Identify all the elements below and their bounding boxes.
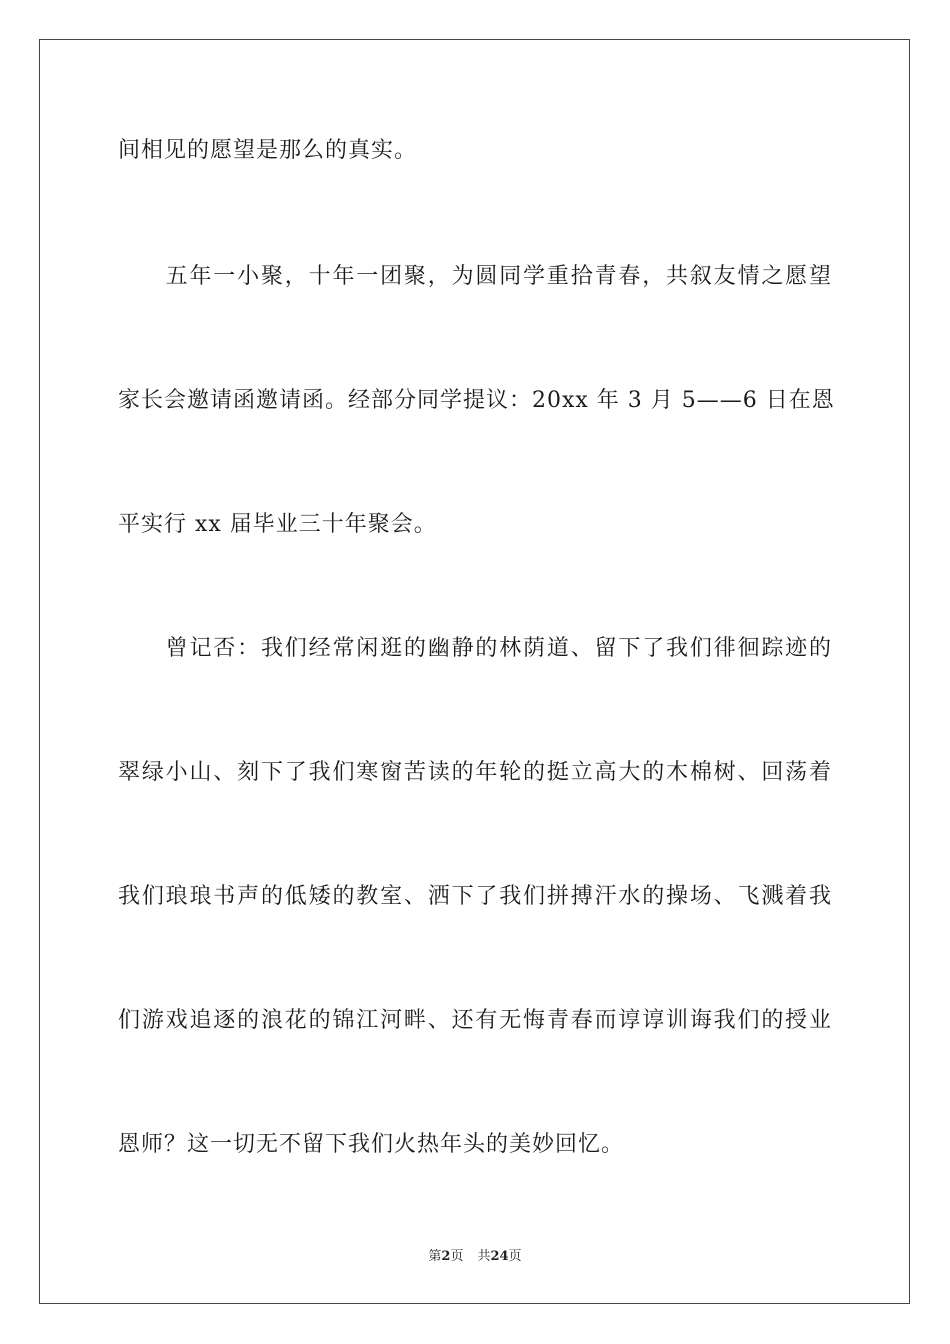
text-line-8: 们游戏追逐的浪花的锦江河畔、还有无悔青春而谆谆训诲我们的授业 xyxy=(118,1008,832,1033)
total-prefix: 共 xyxy=(477,1249,491,1264)
text-line-1: 间相见的愿望是那么的真实。 xyxy=(118,138,418,163)
text-line-7: 我们琅琅书声的低矮的教室、洒下了我们拼搏汗水的操场、飞溅着我 xyxy=(118,884,832,909)
total-pages: 24 xyxy=(490,1249,509,1264)
total-suffix: 页 xyxy=(508,1249,522,1264)
text-line-3: 家长会邀请函邀请函。经部分同学提议：20xx 年 3 月 5——6 日在恩 xyxy=(118,388,835,413)
text-line-6: 翠绿小山、刻下了我们寒窗苦读的年轮的挺立高大的木棉树、回荡着 xyxy=(118,760,832,785)
page-number: 2 xyxy=(441,1249,451,1264)
page-prefix: 第 xyxy=(428,1249,442,1264)
page-footer xyxy=(0,1248,950,1266)
text-line-9: 恩师？这一切无不留下我们火热年头的美妙回忆。 xyxy=(118,1132,625,1157)
text-line-2: 五年一小聚，十年一团聚，为圆同学重拾青春，共叙友情之愿望 xyxy=(118,264,832,289)
text-line-4: 平实行 xx 届毕业三十年聚会。 xyxy=(118,512,437,537)
page-border xyxy=(39,39,910,1304)
page-suffix: 页 xyxy=(450,1249,464,1264)
text-line-5: 曾记否：我们经常闲逛的幽静的林荫道、留下了我们徘徊踪迹的 xyxy=(118,636,832,661)
